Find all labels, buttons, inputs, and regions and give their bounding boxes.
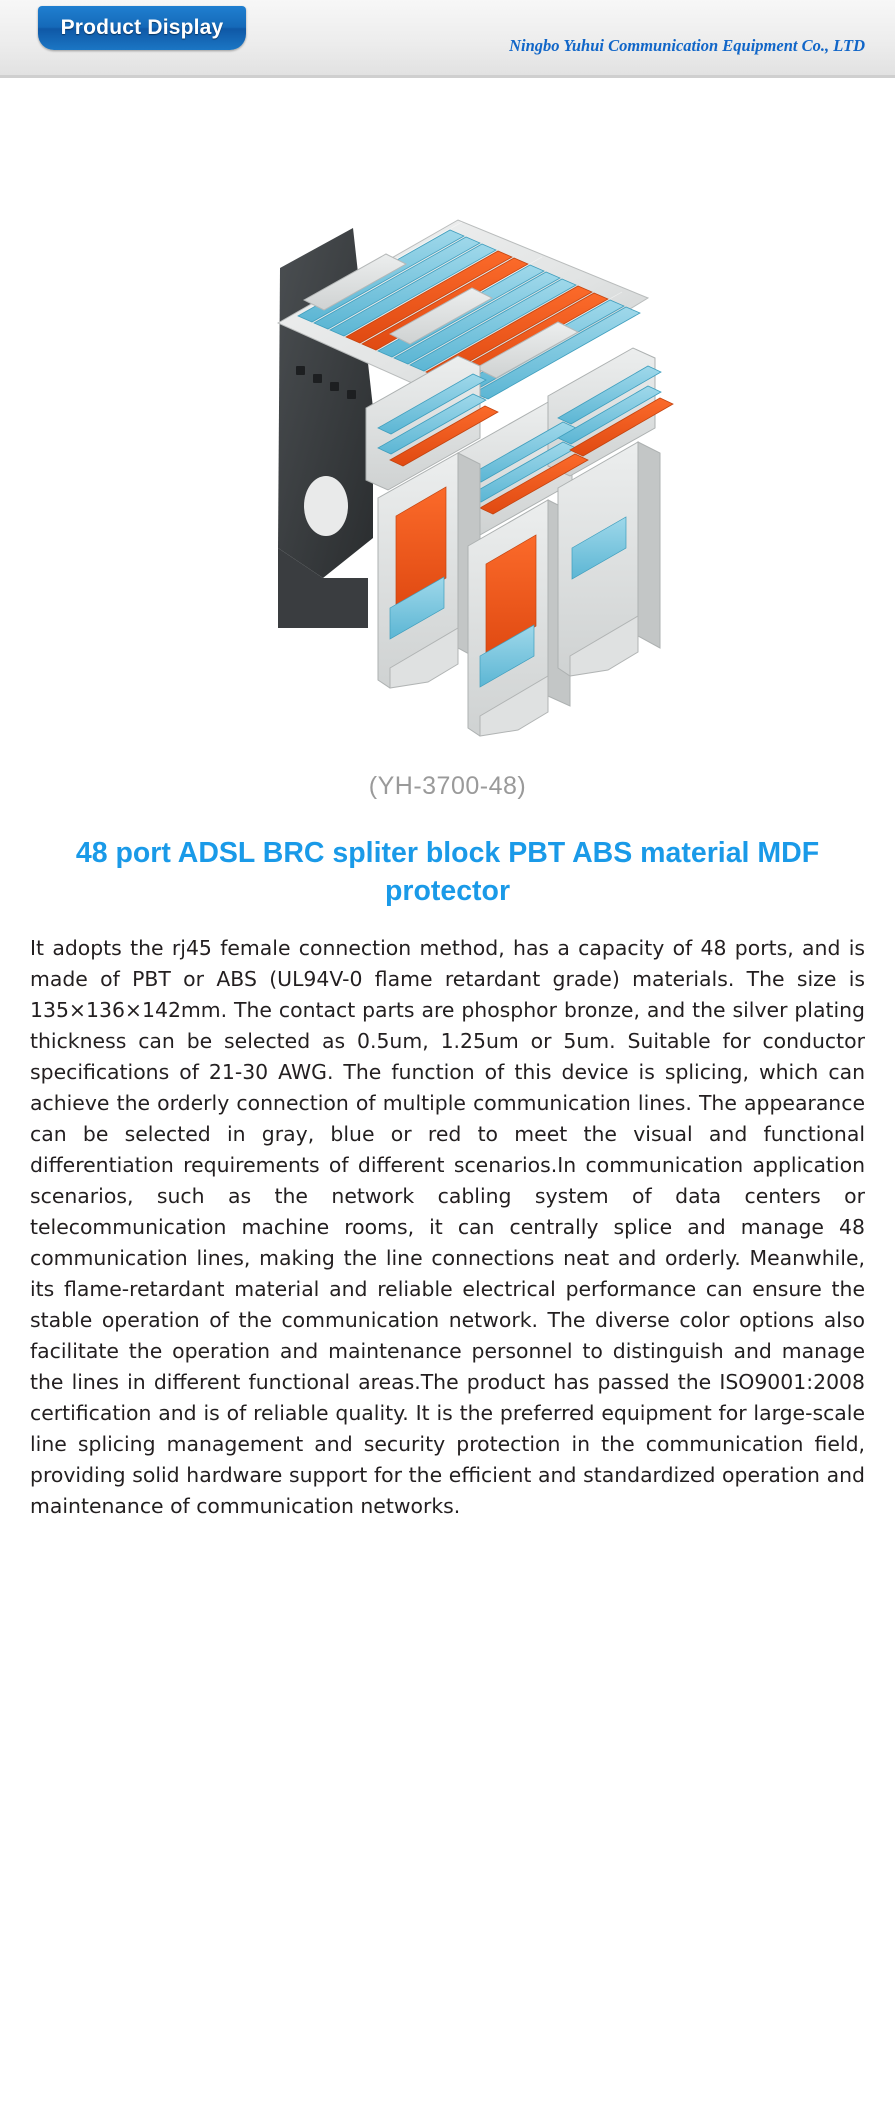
product-image [128,108,768,768]
page-header [0,0,895,78]
company-name: Ningbo Yuhui Communication Equipment Co., LTD [509,36,865,55]
product-display-badge [38,6,246,50]
model-caption: (YH-3700-48) [368,772,527,800]
product-photo-illustration [128,108,768,768]
header-inner [0,0,895,75]
product-description: It adopts the rj45 female connection method, has a capacity of 48 ports, and is made of PBT or ABS (UL94V-0 flame retardant grade) materials. The size is 135×136×142mm. The contact parts are phosphor bronze, and the silver plating thickness can be selected as 0.5um, 1.25um or 5um. Suitable for conductor specifications of 21-30 AWG. The function of this device is splicing, which can achieve the orderly connection of multiple communication lines. The appearance can be selected in gray, blue or red to meet the visual and functional differentiation requirements of different scenarios.In communication application scenarios, such as the network cabling system of data centers or telecommunication machine rooms, it can centrally splice and manage 48 communication lines, making the line connections neat and orderly. Meanwhile, its flame-retardant material and reliable electrical performance can ensure the stable operation of the communication network. The diverse color options also facilitate the operation and maintenance personnel to distinguish and manage the lines in different functional areas.The product has passed the ISO9001:2008 certification and is of reliable quality. It is the preferred equipment for large-scale line splicing management and security protection in the communication field, providing solid hardware support for the efficient and standardized operation and maintenance of communication networks. [30,935,865,1519]
product-title: 48 port ADSL BRC spliter block PBT ABS material MDF protector [75,837,820,907]
product-display-badge-label: Product Display [60,16,224,39]
